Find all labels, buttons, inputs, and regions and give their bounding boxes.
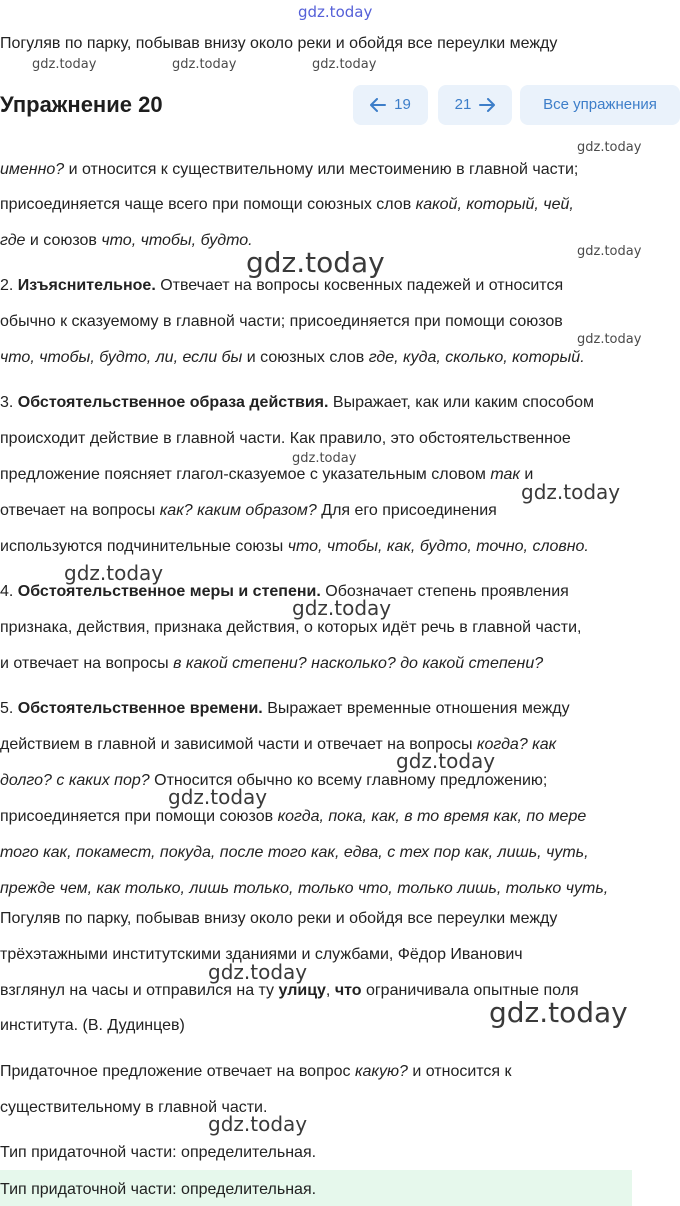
watermark-small: gdz.today: [577, 332, 642, 347]
exercise-text-line: трёхэтажными институтскими зданиями и службами, Фёдор Иванович: [0, 946, 523, 963]
watermark-top: gdz.today: [298, 3, 373, 21]
watermark-small: gdz.today: [172, 57, 237, 72]
watermark-medium: gdz.today: [168, 785, 268, 809]
all-exercises-label: Все упражнения: [543, 96, 657, 113]
theory-line: именно? и относится к существительному или местоимению в главной части;: [0, 161, 579, 178]
exercise-text-line: института. (В. Дудинцев): [0, 1017, 185, 1034]
watermark-small: gdz.today: [312, 57, 377, 72]
watermark-small: gdz.today: [577, 140, 642, 155]
theory-item-2: 2. Изъяснительное. Отвечает на вопросы косвенных падежей и относится: [0, 277, 564, 294]
arrow-left-icon: [370, 98, 386, 112]
watermark-large: gdz.today: [489, 996, 628, 1029]
arrow-right-icon: [479, 98, 495, 112]
next-exercise-button[interactable]: [438, 85, 512, 125]
theory-item-5: 5. Обстоятельственное времени. Выражает временные отношения между: [0, 700, 570, 717]
next-exercise-label: 21: [454, 96, 472, 113]
watermark-small: gdz.today: [292, 451, 357, 466]
theory-line: и отвечает на вопросы в какой степени? насколько? до какой степени?: [0, 655, 544, 672]
theory-line: происходит действие в главной части. Как правило, это обстоятельственное: [0, 430, 571, 447]
theory-line: присоединяется при помощи союзов когда, пока, как, в то время как, по мере: [0, 808, 587, 825]
theory-line: отвечает на вопросы как? каким образом? Для его присоединения: [0, 502, 497, 519]
exercise-text-line: взглянул на часы и отправился на ту улицу, что ограничивала опытные поля: [0, 982, 579, 999]
theory-line: присоединяется чаще всего при помощи союзных слов какой, который, чей,: [0, 196, 574, 213]
watermark-medium: gdz.today: [208, 960, 308, 984]
prev-exercise-label: 19: [394, 96, 411, 113]
prev-exercise-button[interactable]: [353, 85, 428, 125]
theory-line: используются подчинительные союзы что, чтобы, как, будто, точно, словно.: [0, 538, 589, 555]
theory-line: что, чтобы, будто, ли, если бы и союзных слов где, куда, сколько, который.: [0, 349, 585, 366]
intro-line: Погуляв по парку, побывав внизу около реки и обойдя все переулки между: [0, 35, 558, 52]
answer-text: Тип придаточной части: определительная.: [0, 1181, 317, 1198]
theory-line: предложение поясняет глагол-сказуемое с указательным словом так и: [0, 466, 534, 483]
theory-line: того как, покамест, покуда, после того как, едва, с тех пор как, лишь, чуть,: [0, 844, 589, 861]
theory-line: где и союзов что, чтобы, будто.: [0, 232, 253, 249]
watermark-medium: gdz.today: [521, 480, 621, 504]
theory-line: признака, действия, признака действия, о которых идёт речь в главной части,: [0, 619, 582, 636]
theory-line: действием в главной и зависимой части и отвечает на вопросы когда? как: [0, 736, 557, 753]
theory-line: обычно к сказуемому в главной части; присоединяется при помощи союзов: [0, 313, 563, 330]
exercise-header: [0, 82, 680, 132]
watermark-large: gdz.today: [246, 246, 385, 279]
analysis-line: Придаточное предложение отвечает на вопрос какую? и относится к: [0, 1063, 512, 1080]
theory-line: долго? с каких пор? Относится обычно ко всему главному предложению;: [0, 772, 548, 789]
all-exercises-button[interactable]: [520, 85, 680, 125]
watermark-small: gdz.today: [32, 57, 97, 72]
page-title: Упражнение 20: [0, 92, 163, 117]
analysis-line: существительному в главной части.: [0, 1099, 268, 1116]
watermark-medium: gdz.today: [396, 749, 496, 773]
theory-item-4: 4. Обстоятельственное меры и степени. Обозначает степень проявления: [0, 583, 569, 600]
theory-item-3: 3. Обстоятельственное образа действия. Выражает, как или каким способом: [0, 394, 594, 411]
analysis-type-line: Тип придаточной части: определительная.: [0, 1144, 317, 1161]
theory-line: прежде чем, как только, лишь только, только что, только лишь, только чуть,: [0, 880, 609, 897]
watermark-small: gdz.today: [577, 244, 642, 259]
watermark-medium: gdz.today: [208, 1112, 308, 1136]
watermark-medium: gdz.today: [292, 596, 392, 620]
exercise-text-line: Погуляв по парку, побывав внизу около реки и обойдя все переулки между: [0, 910, 558, 927]
watermark-medium: gdz.today: [64, 561, 164, 585]
